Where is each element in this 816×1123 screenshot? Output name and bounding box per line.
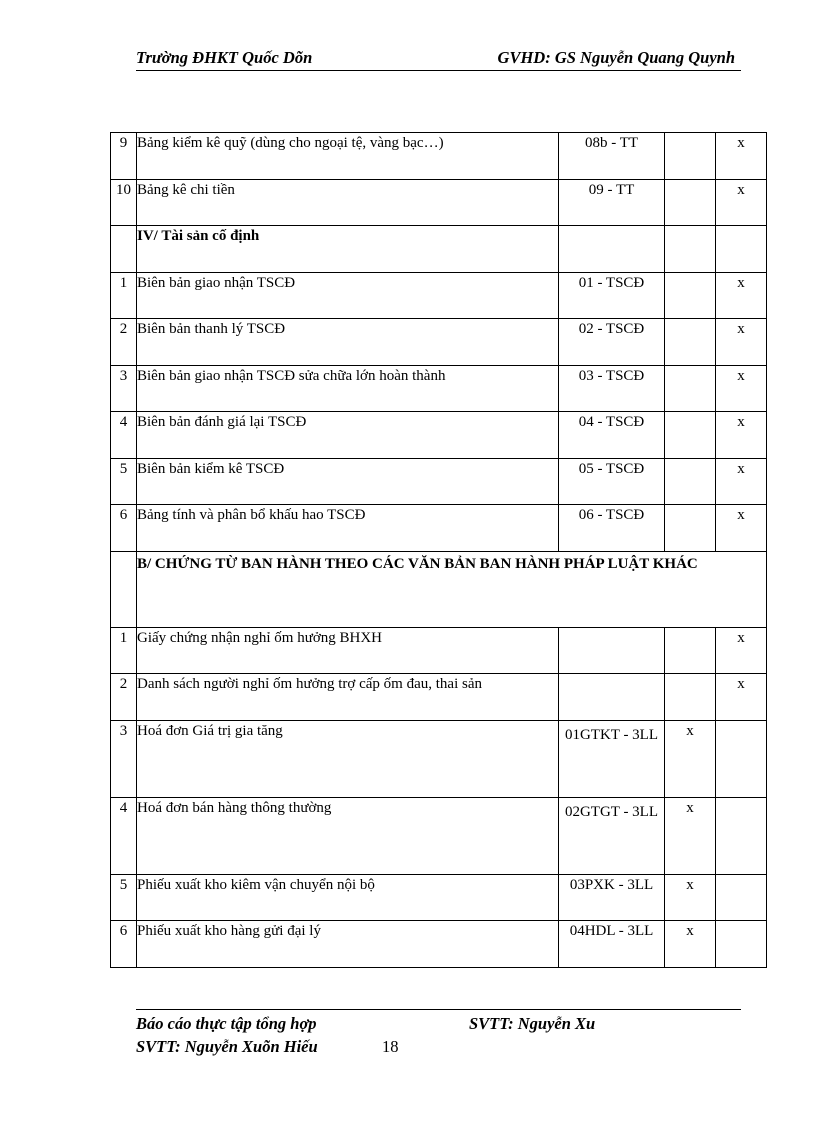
table-cell-mark-2	[716, 921, 767, 968]
table-cell-mark-2: x	[716, 272, 767, 319]
header-advisor: GVHD: GS Nguyễn Quang Quynh	[497, 48, 735, 67]
section-b-row	[111, 551, 767, 627]
table-cell-code: 04HDL - 3LL	[559, 921, 665, 968]
table-cell-mark-1	[665, 365, 716, 412]
table-cell-mark-1	[665, 674, 716, 721]
table-cell-code: 03PXK - 3LL	[559, 874, 665, 921]
table-cell-num: 4	[111, 412, 137, 459]
table-cell-name: Biên bản giao nhận TSCĐ	[137, 272, 559, 319]
table-cell-name: Bảng kê chi tiền	[137, 179, 559, 226]
table-cell-mark-1	[665, 505, 716, 552]
table-cell-mark-1: x	[665, 720, 716, 797]
table-cell-mark-2: x	[716, 133, 767, 180]
table-cell-code: 08b - TT	[559, 133, 665, 180]
table-row	[111, 674, 767, 721]
table-cell-mark-2	[716, 720, 767, 797]
table-cell-mark-1	[665, 458, 716, 505]
table-cell-name: IV/ Tài sản cố định	[137, 226, 559, 273]
table-cell-name: Danh sách người nghỉ ốm hưởng trợ cấp ốm đau, thai sản	[137, 674, 559, 721]
table-cell-name: Phiếu xuất kho kiêm vận chuyển nội bộ	[137, 874, 559, 921]
table-cell-mark-2: x	[716, 674, 767, 721]
table-cell-num: 1	[111, 627, 137, 674]
table-cell-mark-1	[665, 226, 716, 273]
table-cell-mark-2: x	[716, 505, 767, 552]
table-cell-code	[559, 627, 665, 674]
table-cell-name: Biên bản kiểm kê TSCĐ	[137, 458, 559, 505]
table-row	[111, 412, 767, 459]
table-cell-mark-1	[665, 179, 716, 226]
table-cell-name: Biên bản đánh giá lại TSCĐ	[137, 412, 559, 459]
table-cell-mark-1: x	[665, 797, 716, 874]
page-header	[136, 46, 741, 71]
table-cell-code	[559, 674, 665, 721]
table-cell-num: 6	[111, 921, 137, 968]
table-cell-code	[559, 226, 665, 273]
page-footer	[136, 1009, 741, 1056]
table-row	[111, 797, 767, 874]
table-cell-mark-1	[665, 133, 716, 180]
table-row	[111, 874, 767, 921]
document-table	[110, 132, 767, 968]
table-cell-mark-2: x	[716, 319, 767, 366]
table-cell-name: Bảng tính và phân bổ khấu hao TSCĐ	[137, 505, 559, 552]
footer-svtt2: SVTT: Nguyễn Xuõn Hiếu	[136, 1037, 318, 1056]
table-cell-name: Hoá đơn Giá trị gia tăng	[137, 720, 559, 797]
table-row	[111, 921, 767, 968]
table-cell-num: 6	[111, 505, 137, 552]
table-cell-num: 4	[111, 797, 137, 874]
table-cell-code: 04 - TSCĐ	[559, 412, 665, 459]
table-cell-name: Hoá đơn bán hàng thông thường	[137, 797, 559, 874]
table-cell-mark-2	[716, 226, 767, 273]
table-row	[111, 319, 767, 366]
table-row	[111, 179, 767, 226]
table-cell-code: 03 - TSCĐ	[559, 365, 665, 412]
table-cell-mark-1	[665, 319, 716, 366]
table-cell-mark-1	[665, 627, 716, 674]
table-row	[111, 458, 767, 505]
table-cell-num: 1	[111, 272, 137, 319]
table-cell-name: Giấy chứng nhận nghỉ ốm hưởng BHXH	[137, 627, 559, 674]
table-cell-mark-2	[716, 797, 767, 874]
table-cell-num	[111, 226, 137, 273]
table-cell-name: Bảng kiểm kê quỹ (dùng cho ngoại tệ, vàng bạc…)	[137, 133, 559, 180]
table-cell-num: 2	[111, 319, 137, 366]
table-row	[111, 720, 767, 797]
footer-report: Báo cáo thực tập tổng hợp	[136, 1014, 317, 1033]
table-cell-mark-1: x	[665, 874, 716, 921]
table-cell-num: 10	[111, 179, 137, 226]
table-cell-code: 06 - TSCĐ	[559, 505, 665, 552]
section-b-title: B/ CHỨNG TỪ BAN HÀNH THEO CÁC VĂN BẢN BAN HÀNH PHÁP LUẬT KHÁC	[137, 551, 767, 627]
header-school: Trường ĐHKT Quốc Dõn	[136, 48, 313, 67]
table-cell-code: 01 - TSCĐ	[559, 272, 665, 319]
table-cell-name: Phiếu xuất kho hàng gửi đại lý	[137, 921, 559, 968]
table-cell-name: Biên bản giao nhận TSCĐ sửa chữa lớn hoàn thành	[137, 365, 559, 412]
table-row	[111, 627, 767, 674]
table-cell-num: 2	[111, 674, 137, 721]
footer-svtt1: SVTT: Nguyễn Xu	[469, 1014, 596, 1033]
table-row	[111, 226, 767, 273]
table-cell-mark-1	[665, 272, 716, 319]
page-number: 18	[382, 1037, 399, 1056]
table-cell-mark-2: x	[716, 627, 767, 674]
table-cell-num: 5	[111, 458, 137, 505]
table-cell-code: 09 - TT	[559, 179, 665, 226]
table-cell-code: 01GTKT - 3LL	[559, 720, 665, 797]
table-cell-num: 3	[111, 365, 137, 412]
table-row	[111, 505, 767, 552]
table-cell-num: 5	[111, 874, 137, 921]
table-cell-mark-1	[665, 412, 716, 459]
table-cell-mark-2: x	[716, 458, 767, 505]
table-cell-mark-2: x	[716, 412, 767, 459]
table-row	[111, 365, 767, 412]
table-cell-mark-2: x	[716, 365, 767, 412]
table-row	[111, 272, 767, 319]
table-cell-code: 02 - TSCĐ	[559, 319, 665, 366]
table-row	[111, 133, 767, 180]
table-cell-mark-2: x	[716, 179, 767, 226]
table-cell-name: Biên bản thanh lý TSCĐ	[137, 319, 559, 366]
table-cell-num	[111, 551, 137, 627]
table-cell-code: 02GTGT - 3LL	[559, 797, 665, 874]
table-cell-num: 3	[111, 720, 137, 797]
table-cell-num: 9	[111, 133, 137, 180]
table-cell-code: 05 - TSCĐ	[559, 458, 665, 505]
table-cell-mark-2	[716, 874, 767, 921]
table-cell-mark-1: x	[665, 921, 716, 968]
